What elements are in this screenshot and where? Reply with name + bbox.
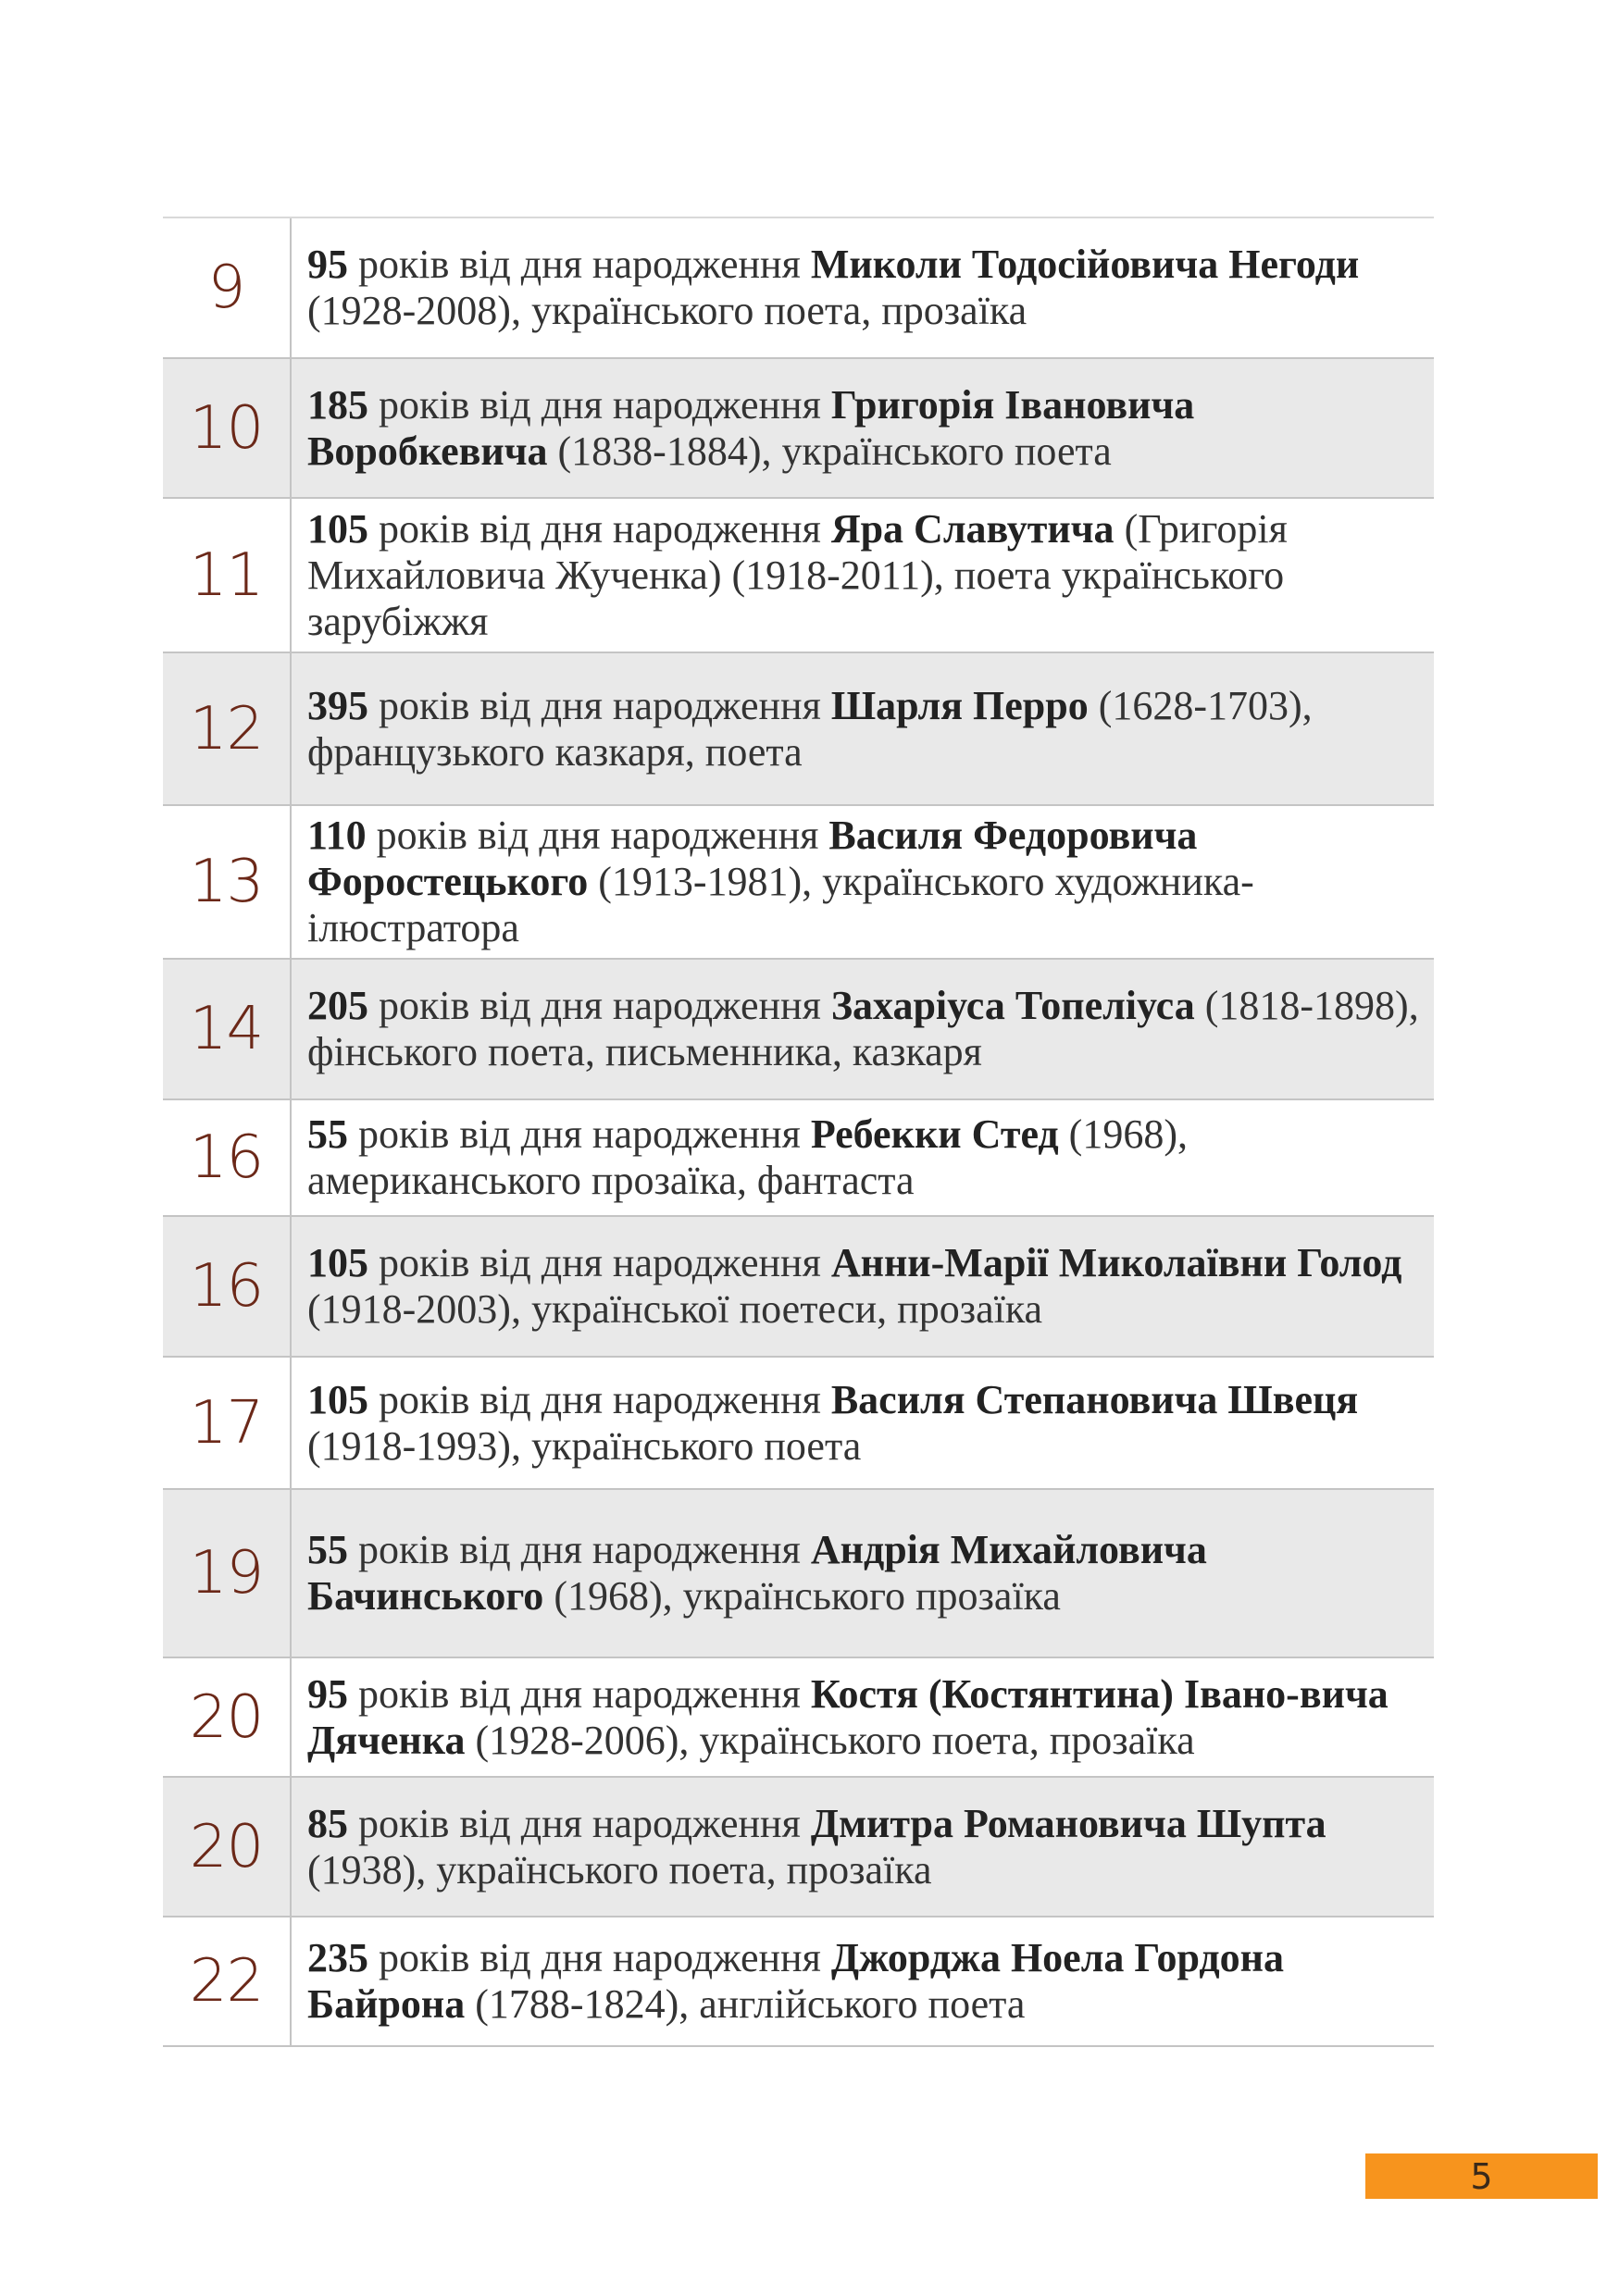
person-name: Джорджа Ноела Гордона Байрона: [307, 1935, 1285, 2027]
table-row: [163, 806, 1434, 960]
entry-phrase: років від дня народження: [348, 1670, 811, 1717]
person-name: Василя Федоровича Форостецького: [307, 813, 1198, 904]
years-count: 185: [307, 381, 368, 428]
entry-text: [292, 1778, 1434, 1916]
person-name: Василя Степановича Швеця: [830, 1376, 1359, 1422]
person-name: Шарля Перро: [830, 682, 1089, 728]
entry-phrase: років від дня народження: [368, 682, 831, 728]
years-count: 85: [307, 1800, 348, 1846]
day-number: 10: [163, 359, 292, 497]
entry-text: [292, 499, 1434, 652]
entry-text: [292, 1100, 1434, 1215]
entry-text: [292, 1217, 1434, 1356]
day-number: 13: [163, 806, 292, 958]
entry-text: [292, 1490, 1434, 1657]
entry-details: (1968), українського прозаїка: [543, 1573, 1061, 1619]
years-count: 95: [307, 1670, 348, 1717]
person-name: Яра Славутича: [830, 505, 1115, 552]
person-name: Костя (Костянтина) Івано-вича Дяченка: [307, 1670, 1389, 1763]
day-number: 11: [163, 499, 292, 652]
entry-details: (1918-1993), українського поета: [307, 1422, 862, 1469]
anniversary-table: [163, 217, 1434, 2047]
entry-phrase: років від дня народження: [348, 1800, 811, 1846]
entry-details: (1928-2008), українського поета, прозаїка: [307, 288, 1027, 333]
table-row: [163, 1778, 1434, 1917]
years-count: 205: [307, 983, 368, 1028]
person-name: Миколи Тодосійовича Негоди: [810, 242, 1360, 287]
entry-phrase: років від дня народження: [348, 1527, 811, 1572]
day-number: 19: [163, 1490, 292, 1657]
years-count: 105: [307, 505, 368, 552]
years-count: 55: [307, 1111, 348, 1157]
entry-text: [292, 359, 1434, 497]
page-number: 5: [1470, 2155, 1493, 2197]
entry-details: (1913-1981), українського художника-ілюстратора: [307, 859, 1254, 950]
entry-phrase: років від дня народження: [368, 1935, 831, 1980]
entry-phrase: років від дня народження: [348, 1111, 811, 1157]
day-number: 16: [163, 1100, 292, 1215]
years-count: 55: [307, 1527, 348, 1572]
person-name: Анни-Марії Миколаївни Голод: [830, 1240, 1402, 1285]
table-row: [163, 218, 1434, 359]
day-number: 17: [163, 1358, 292, 1488]
entry-phrase: років від дня народження: [368, 381, 831, 428]
entry-details: (1628-1703), французького казкаря, поета: [307, 682, 1313, 775]
table-row: [163, 960, 1434, 1100]
entry-text: [292, 1358, 1434, 1488]
entry-details: (1838-1884), українського поета: [547, 428, 1112, 474]
day-number: 14: [163, 960, 292, 1098]
person-name: Ребекки Стед: [810, 1111, 1059, 1157]
table-row: [163, 1358, 1434, 1490]
day-number: 16: [163, 1217, 292, 1356]
table-row: [163, 359, 1434, 499]
entry-text: [292, 960, 1434, 1098]
entry-text: [292, 653, 1434, 804]
page-number-badge: [1365, 2153, 1598, 2199]
entry-phrase: років від дня народження: [366, 813, 829, 858]
entry-phrase: років від дня народження: [368, 505, 831, 552]
entry-text: [292, 1917, 1434, 2045]
entry-details: (1788-1824), англійського поета: [465, 1981, 1026, 2027]
day-number: 9: [163, 218, 292, 357]
person-name: Андрія Михайловича Бачинського: [307, 1527, 1207, 1619]
table-row: [163, 1100, 1434, 1217]
day-number: 22: [163, 1917, 292, 2045]
years-count: 95: [307, 242, 348, 287]
table-row: [163, 1658, 1434, 1778]
entry-details: (1918-2003), української поетеси, прозаїка: [307, 1286, 1043, 1332]
entry-details: (1968), американського прозаїка, фантаста: [307, 1111, 1188, 1203]
entry-text: [292, 218, 1434, 357]
entry-phrase: років від дня народження: [348, 242, 811, 287]
day-number: 12: [163, 653, 292, 804]
years-count: 395: [307, 682, 368, 728]
table-row: [163, 1490, 1434, 1658]
person-name: Григорія Івановича Воробкевича: [307, 381, 1195, 474]
entry-text: [292, 806, 1434, 958]
entry-details: (1818-1898), фінського поета, письменника, казкаря: [307, 983, 1419, 1074]
years-count: 105: [307, 1376, 368, 1422]
entry-details: (1928-2006), українського поета, прозаїка: [465, 1717, 1195, 1763]
years-count: 105: [307, 1240, 368, 1285]
table-row: [163, 1217, 1434, 1358]
person-name: Дмитра Романовича Шупта: [810, 1800, 1326, 1846]
entry-text: [292, 1658, 1434, 1776]
day-number: 20: [163, 1658, 292, 1776]
entry-phrase: років від дня народження: [368, 983, 831, 1028]
table-row: [163, 653, 1434, 806]
table-row: [163, 499, 1434, 653]
entry-phrase: років від дня народження: [368, 1376, 831, 1422]
person-name: Захаріуса Топеліуса: [830, 983, 1195, 1028]
years-count: 110: [307, 813, 367, 858]
entry-details: (1938), українського поета, прозаїка: [307, 1846, 932, 1893]
table-row: [163, 1917, 1434, 2047]
day-number: 20: [163, 1778, 292, 1916]
entry-phrase: років від дня народження: [368, 1240, 831, 1285]
entry-details: (Григорія Михайловича Жученка) (1918-2011), поета українського зарубіжжя: [307, 505, 1288, 644]
years-count: 235: [307, 1935, 368, 1980]
